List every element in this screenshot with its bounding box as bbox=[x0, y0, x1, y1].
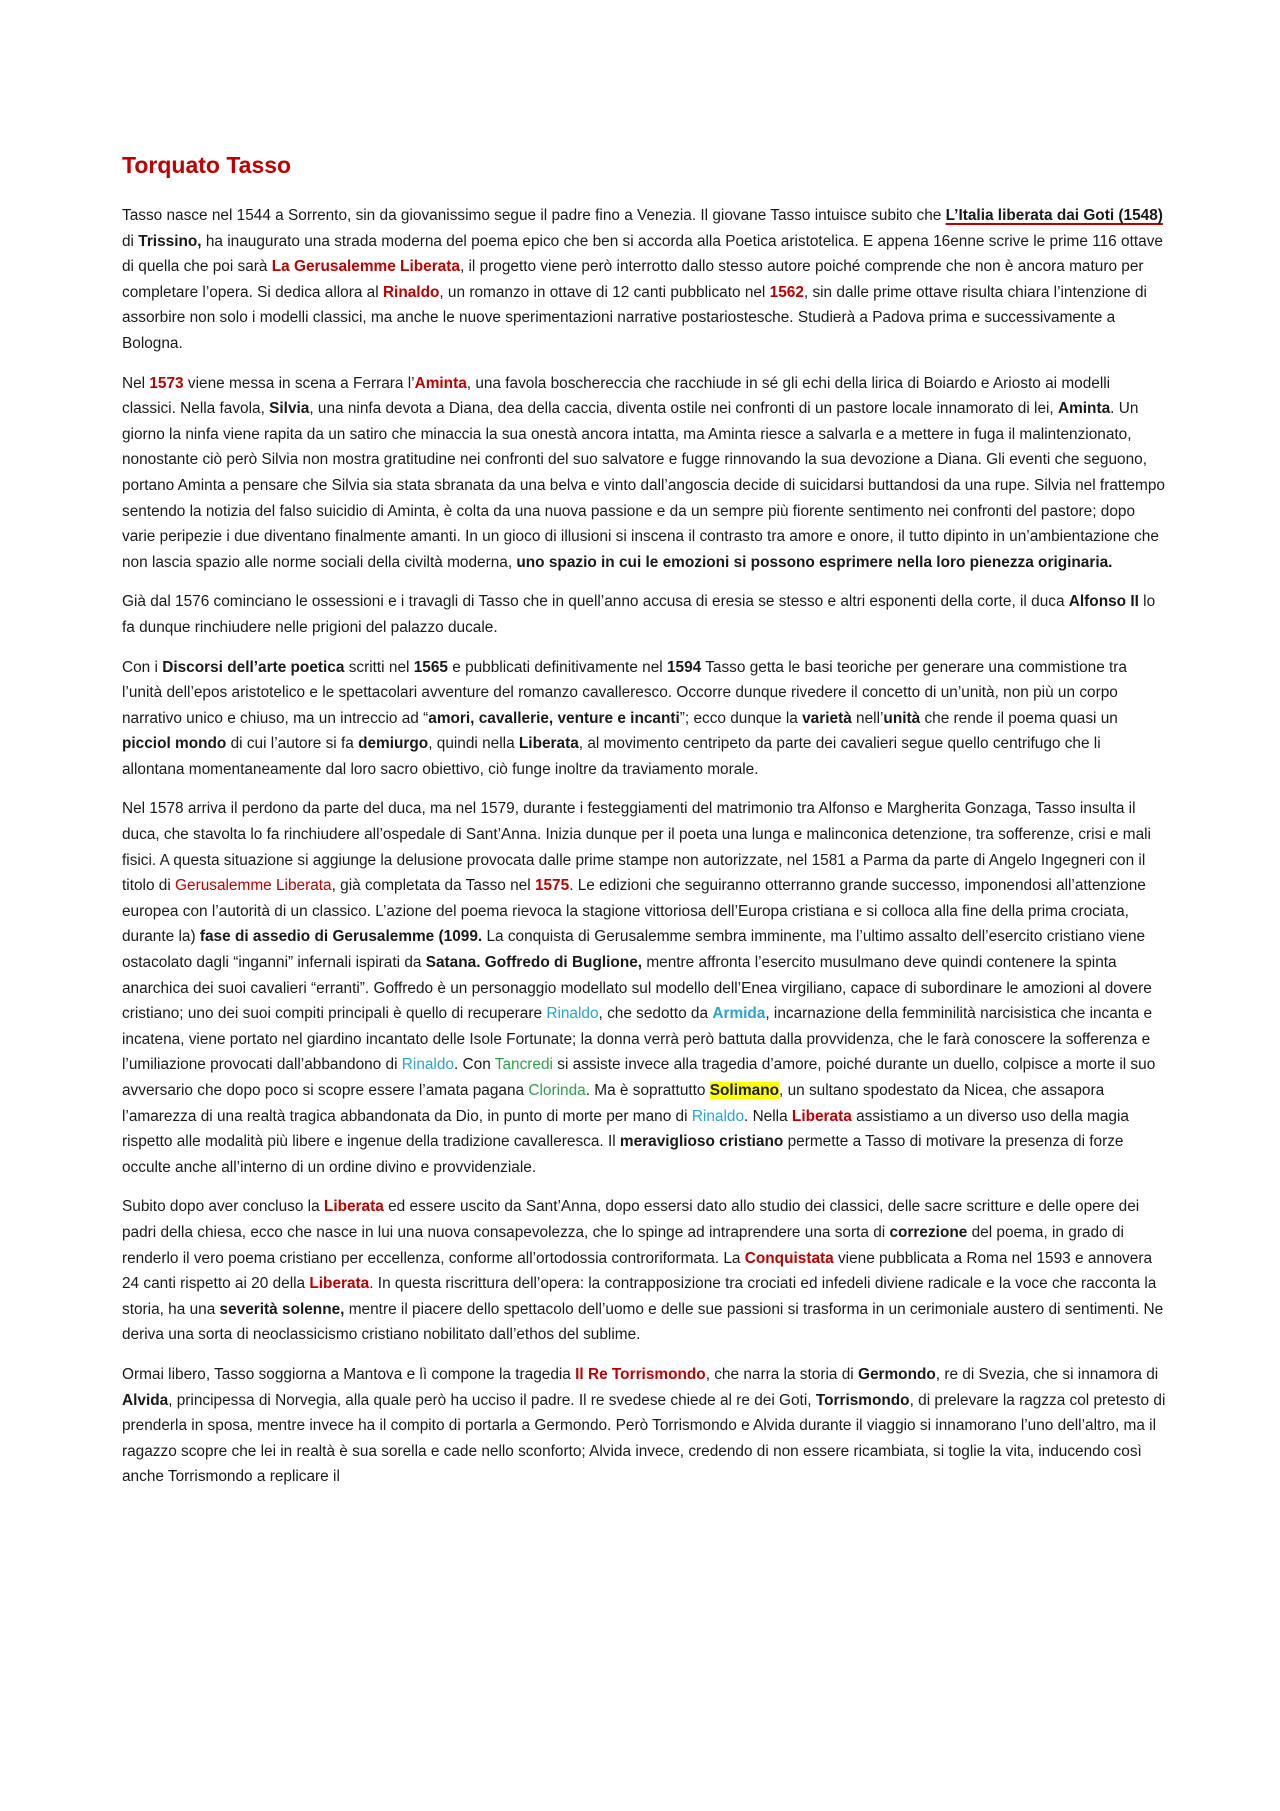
text-run: permette a Tasso di motivare la presenza di forze occulte anche all’interno di un ordine divino e provvidenziale. bbox=[122, 1133, 1124, 1176]
text-run: Aminta bbox=[1057, 400, 1111, 418]
page-title: Torquato Tasso bbox=[122, 152, 292, 178]
text-run: Rinaldo bbox=[401, 1056, 454, 1074]
text-run: viene messa in scena a Ferrara l’ bbox=[183, 374, 415, 392]
text-run: e pubblicati definitivamente nel bbox=[447, 658, 667, 676]
text-run: Rinaldo bbox=[382, 283, 440, 301]
text-run: severità solenne, bbox=[219, 1300, 345, 1318]
text-run: picciol mondo bbox=[122, 735, 227, 753]
text-run: Rinaldo bbox=[546, 1005, 599, 1023]
text-run: Satana. Goffredo di Buglione, bbox=[425, 954, 643, 972]
text-run: Subito dopo aver concluso la bbox=[122, 1198, 324, 1216]
text-run: , una favola boschereccia che racchiude in sé gli echi della lirica di Boiardo e Ariosto ai modelli classici. Nella favola, bbox=[122, 374, 1111, 418]
text-run: , principessa di Norvegia, alla quale però ha ucciso il padre. Il re svedese chiede al re dei Goti, bbox=[168, 1391, 816, 1409]
paragraph-2 bbox=[122, 371, 1166, 576]
text-run: di cui l’autore si fa bbox=[226, 735, 359, 753]
text-run: 1573 bbox=[149, 374, 184, 392]
text-run: Tancredi bbox=[494, 1056, 553, 1074]
text-run: fase di assedio di Gerusalemme (1099. bbox=[199, 928, 483, 946]
text-run: , una ninfa devota a Diana, dea della caccia, diventa ostile nei confronti di un pastore locale innamorato di lei, bbox=[309, 400, 1058, 418]
text-run: Discorsi dell’arte poetica bbox=[162, 658, 345, 676]
paragraph-6 bbox=[122, 1194, 1166, 1348]
text-run: uno spazio in cui le emozioni si possono esprimere nella loro pienezza originaria. bbox=[516, 553, 1113, 571]
document-content bbox=[122, 152, 1166, 1504]
text-run: Liberata bbox=[323, 1198, 384, 1216]
text-run: demiurgo bbox=[358, 735, 429, 753]
text-run: , re di Svezia, che si innamora di bbox=[935, 1365, 1159, 1383]
paragraph-3 bbox=[122, 589, 1166, 640]
text-run: viene pubblicata a Roma nel 1593 e annovera 24 canti rispetto ai 20 della bbox=[122, 1249, 1152, 1293]
text-run: , un romanzo in ottave di 12 canti pubblicato nel bbox=[439, 283, 770, 301]
text-run: nell’ bbox=[851, 709, 884, 727]
text-run: , che narra la storia di bbox=[705, 1365, 858, 1383]
text-run: di bbox=[122, 232, 139, 250]
text-run: , al movimento centripeto da parte dei cavalieri segue quello centrifugo che li allontana momentaneamente dal loro sacro obiettivo, ciò funge inoltre da traviamento morale. bbox=[122, 735, 1101, 778]
text-run: Alfonso II bbox=[1068, 593, 1139, 611]
text-run: , sin dalle prime ottave risulta chiara l’intenzione di assorbire non solo i modelli classici, ma anche le nuove sperimentazioni narrative postariostesche. Studierà a Padova prima e successivamente a Bologna. bbox=[122, 283, 1147, 352]
text-run: assistiamo a un diverso uso della magia rispetto alle modalità più libere e ingenue della tradizione cavalleresca. Il bbox=[122, 1107, 1129, 1151]
text-run: si assiste invece alla tragedia d’amore, poiché durante un duello, colpisce a morte il suo avversario che dopo poco si scopre essere l’amata pagana bbox=[122, 1056, 1156, 1099]
text-run: Nel bbox=[122, 374, 150, 392]
text-run: Silvia bbox=[269, 400, 310, 418]
text-run: Torrismondo bbox=[815, 1391, 910, 1409]
text-run: Già dal 1576 cominciano le ossessioni e i travagli di Tasso che in quell’anno accusa di eresia se stesso e altri esponenti della corte, il duca bbox=[122, 593, 1069, 611]
text-run: , già completata da Tasso nel bbox=[331, 877, 535, 895]
text-run: lo fa dunque rinchiudere nelle prigioni del palazzo ducale. bbox=[122, 593, 1156, 636]
text-run: Trissino, bbox=[138, 232, 202, 250]
text-run: ”; ecco dunque la bbox=[679, 709, 803, 727]
text-run: 1575 bbox=[534, 877, 570, 895]
text-run: Tasso nasce nel 1544 a Sorrento, sin da giovanissimo segue il padre fino a Venezia. Il giovane Tasso intuisce subito che bbox=[122, 207, 946, 224]
text-run: La conquista di Gerusalemme sembra imminente, ma l’ultimo assalto dell’esercito cristiano viene ostacolato dagli “inganni” infernali ispirati da bbox=[122, 928, 1146, 972]
text-run: Gerusalemme Liberata bbox=[175, 877, 332, 895]
text-run: L’Italia liberata dai Goti (1548) bbox=[945, 207, 1163, 224]
paragraph-7 bbox=[122, 1362, 1166, 1490]
text-run: . Le edizioni che seguiranno otterranno grande successo, imponendosi all’attenzione europea con l’autorità di un classico. L’azione del poema rievoca la stagione vittoriosa dell’Europa cristiana e si colloca alla fine della prima crociata, durante la) bbox=[122, 877, 1146, 946]
text-run: Aminta bbox=[414, 374, 467, 392]
text-run: , incarnazione della femminilità narcisistica che incanta e incatena, viene portato nel giardino incantato delle Isole Fortunate; la donna verrà però battuta dalla provvidenza, che le farà conoscere la sofferenza e l’umiliazione provocati dall’abbandono di bbox=[122, 1005, 1153, 1074]
text-run: , il progetto viene però interrotto dallo stesso autore poiché comprende che non è ancora maturo per completare l’opera. Si dedica allora al bbox=[122, 258, 1144, 301]
text-run: correzione bbox=[889, 1223, 968, 1241]
document-body bbox=[122, 203, 1166, 1490]
text-run: 1594 bbox=[666, 658, 702, 676]
text-run: . Un giorno la ninfa viene rapita da un satiro che minaccia la sua onestà ancora intatta, ma Aminta riesce a salvarla e a mettere in fuga il malintenzionato, nonostante ciò però Silvia non mostra gratitudine nei confronti del suo salvatore e fugge rinnovando la sua devozione a Diana. Gli eventi che seguono, portano Aminta a pensare che Silvia sia stata sbranata da una belva e vinto dall’angoscia decide di suicidarsi buttandosi da una rupe. Silvia nel frattempo sentendo la notizia del falso suicidio di Aminta, è colta da una nuova passione e da un sempre più fiorente sentimento nei confronti del pastore; dopo varie peripezie i due diventano finalmente amanti. In un gioco di illusioni si inscena il contrasto tra amore e onore, il tutto dipinto in un’ambientazione che non lascia spazio alle norme sociali della civiltà moderna, bbox=[122, 400, 1165, 571]
text-run: Conquistata bbox=[744, 1249, 834, 1267]
text-run: . Con bbox=[453, 1056, 495, 1074]
text-run: varietà bbox=[802, 709, 852, 727]
text-run: , quindi nella bbox=[428, 735, 519, 753]
text-run: Ormai libero, Tasso soggiorna a Mantova e lì compone la tragedia bbox=[122, 1365, 576, 1383]
text-run: meraviglioso cristiano bbox=[619, 1133, 784, 1151]
text-run: Con i bbox=[122, 658, 163, 676]
text-run: Armida bbox=[712, 1005, 766, 1023]
text-run: . Nella bbox=[744, 1107, 792, 1125]
text-run: Liberata bbox=[309, 1275, 370, 1293]
text-run: Alvida bbox=[122, 1391, 169, 1409]
paragraph-5 bbox=[122, 796, 1166, 1180]
text-run: 1562 bbox=[769, 283, 804, 301]
text-run: mentre affronta l’esercito musulmano deve quindi contenere la spinta anarchica dei suoi cavalieri “erranti”. Goffredo è un personaggio modellato sul modello dell’Enea virgiliano, capace di subordinare le amozioni al dovere cristiano; uno dei suoi compiti principali è quello di recuperare bbox=[122, 954, 1152, 1023]
text-run: Il Re Torrismondo bbox=[575, 1365, 706, 1383]
text-run: . In questa riscrittura dell’opera: la contrapposizione tra crociati ed infedeli diviene radicale e la voce che racconta la storia, ha una bbox=[122, 1275, 1157, 1318]
text-run: Liberata bbox=[518, 735, 579, 753]
paragraph-4 bbox=[122, 655, 1166, 783]
text-run: La Gerusalemme Liberata bbox=[271, 258, 460, 276]
paragraph-1 bbox=[122, 203, 1166, 357]
text-run: Rinaldo bbox=[691, 1107, 745, 1125]
text-run: scritti nel bbox=[344, 658, 414, 676]
text-run: Solimano bbox=[709, 1082, 780, 1099]
text-run: del poema, in grado di renderlo il vero poema cristiano per eccellenza, conforme all’ortodossia controriformata. La bbox=[122, 1223, 1124, 1267]
text-run: ha inaugurato una strada moderna del poema epico che ben si accorda alla Poetica aristotelica. E appena 16enne scrive le prime 116 ottave di quella che poi sarà bbox=[122, 232, 1163, 276]
text-run: , di prelevare la ragzza col pretesto di prenderla in sposa, mentre invece ha il compito di portarla a Germondo. Però Torrismondo e Alvida durante il viaggio si innamorano l’uno dell’altro, ma il ragazzo scopre che lei in realtà è sua sorella e cade nello sconforto; Alvida invece, credendo di non essere ricambiata, si toglie la vita, inducendo così anche Torrismondo a replicare il bbox=[122, 1391, 1166, 1486]
text-run: Liberata bbox=[791, 1107, 852, 1125]
text-run: 1565 bbox=[413, 658, 448, 676]
text-run: . Ma è soprattutto bbox=[585, 1082, 710, 1099]
text-run: che rende il poema quasi un bbox=[920, 709, 1118, 727]
text-run: Tasso getta le basi teoriche per generare una commistione tra l’unità dell’epos aristotelico e le spettacolari avventure del romanzo cavalleresco. Occorre dunque rivedere il concetto di un’unità, non più un corpo narrativo unico e chiuso, ma un intreccio ad “ bbox=[122, 658, 1127, 727]
text-run: Nel 1578 arriva il perdono da parte del duca, ma nel 1579, durante i festeggiamenti del matrimonio tra Alfonso e Margherita Gonzaga, Tasso insulta il duca, che stavolta lo fa rinchiudere all’ospedale di Sant’Anna. Inizia dunque per il poeta una lunga e malinconica detenzione, tra sofferenze, crisi e mali fisici. A questa situazione si aggiunge la delusione provocata dalle prime stampe non autorizzate, nel 1581 a Parma da parte di Angelo Ingegneri con il titolo di bbox=[122, 800, 1151, 895]
text-run: , che sedotto da bbox=[598, 1005, 713, 1023]
text-run: amori, cavallerie, venture e incanti bbox=[428, 709, 680, 727]
text-run: , un sultano spodestato da Nicea, che assapora l’amarezza di una realtà tragica abbandonata da Dio, in punto di morte per mano di bbox=[122, 1082, 1105, 1125]
text-run: unità bbox=[883, 709, 921, 727]
text-run: Germondo bbox=[857, 1365, 936, 1383]
text-run: mentre il piacere dello spettacolo dell’uomo e delle sue passioni si trasforma in un cerimoniale austero di sentimenti. Ne deriva una sorta di neoclassicismo cristiano nobilitato dall’ethos del sublime. bbox=[122, 1300, 1164, 1344]
text-run: ed essere uscito da Sant’Anna, dopo essersi dato allo studio dei classici, delle sacre scritture e delle opere dei padri della chiesa, ecco che nasce in lui una nuova consapevolezza, che lo spinge ad intraprendere una sorta di bbox=[122, 1198, 1140, 1241]
text-run: Clorinda bbox=[528, 1082, 586, 1099]
